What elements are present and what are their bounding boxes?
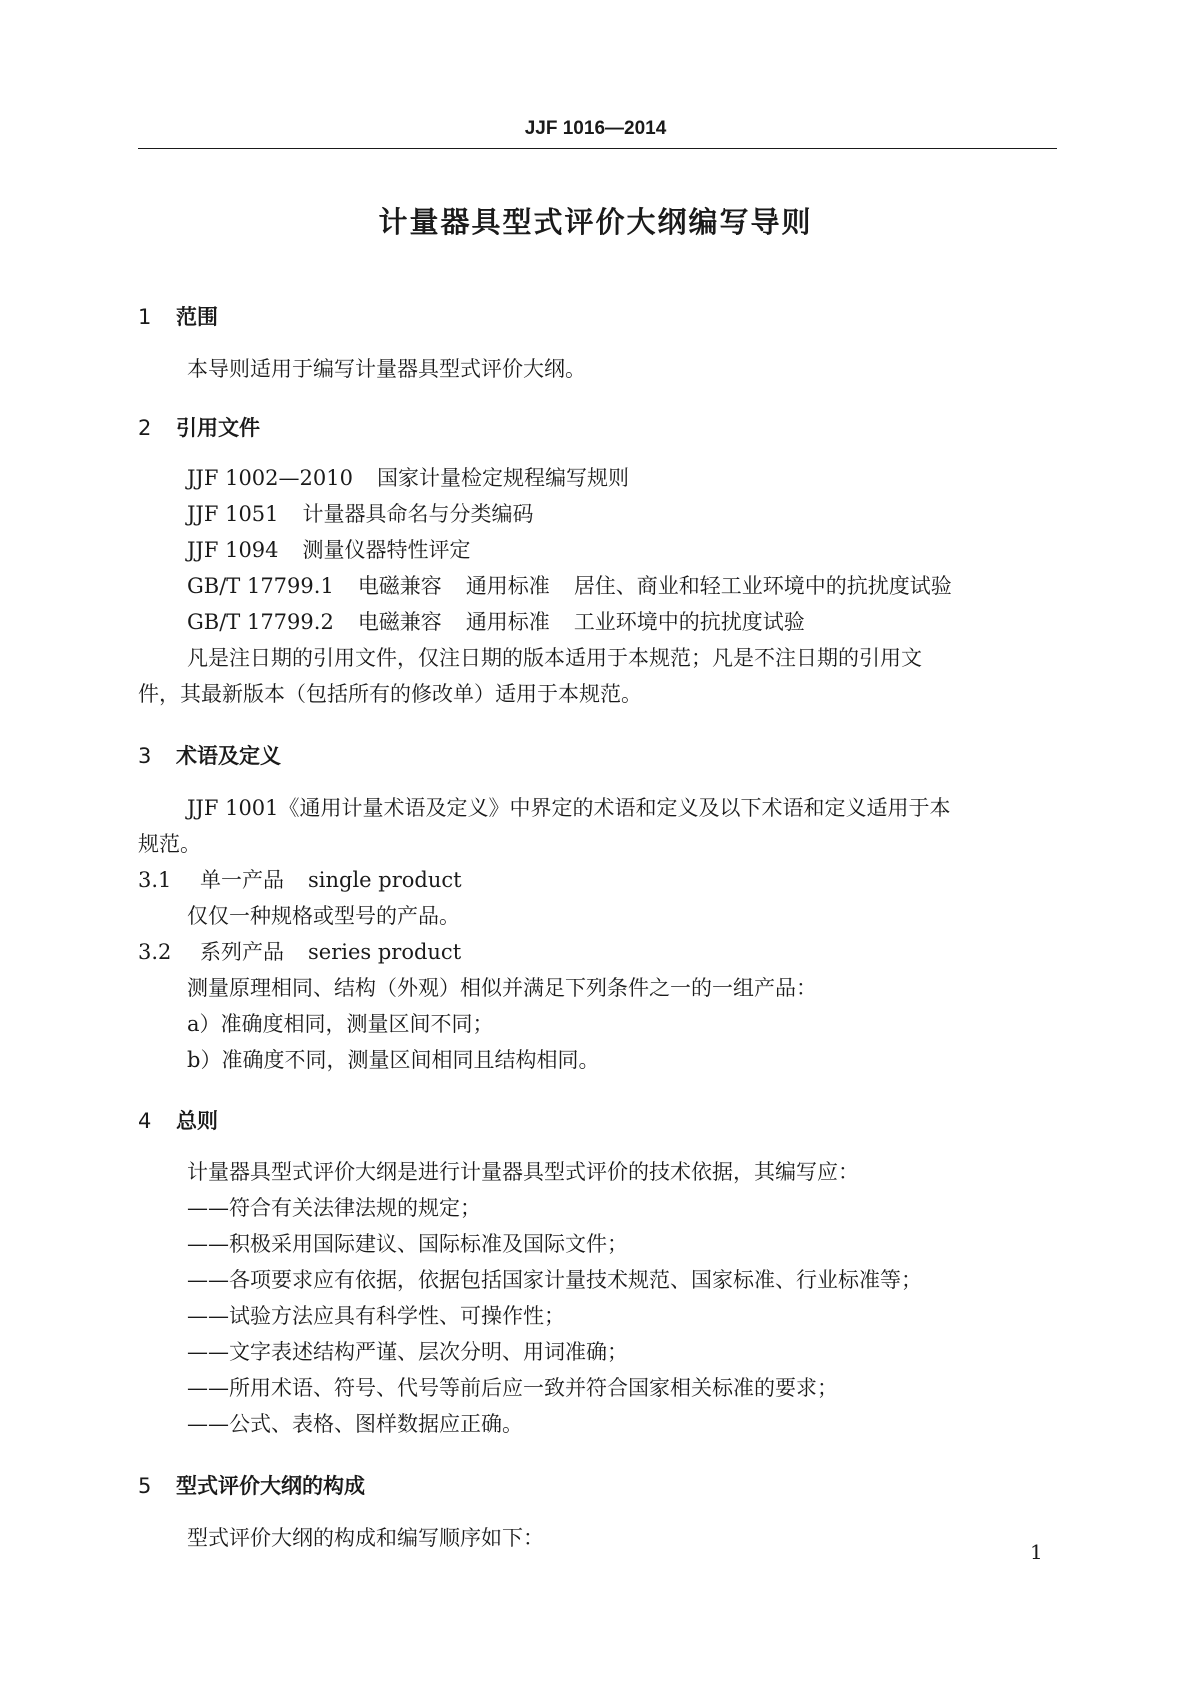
reference-title: 测量仪器特性评定 <box>302 538 471 562</box>
reference-item <box>187 461 629 495</box>
section-title: 总则 <box>176 1109 218 1133</box>
reference-title: 居住、商业和轻工业环境中的抗扰度试验 <box>573 574 952 598</box>
dash-list-item: ——试验方法应具有科学性、可操作性； <box>187 1304 565 1328</box>
dash-list-item: ——文字表述结构严谨、层次分明、用词准确； <box>187 1340 628 1364</box>
header-rule <box>138 148 1057 149</box>
section-title: 型式评价大纲的构成 <box>176 1474 365 1498</box>
term-chinese: 单一产品 <box>200 868 284 892</box>
reference-title: 通用标准 <box>465 574 550 598</box>
term-definition: 仅仅一种规格或型号的产品。 <box>187 904 460 928</box>
paragraph-continuation: 规范。 <box>138 832 201 856</box>
reference-code: GB/T 17799.2 <box>187 610 334 634</box>
page-number: 1 <box>1030 1540 1043 1564</box>
list-item-a: a）准确度相同，测量区间不同； <box>187 1012 494 1036</box>
section-number: 3 <box>138 744 152 768</box>
reference-item <box>187 533 471 567</box>
term-english: single product <box>308 868 462 892</box>
term-english: series product <box>308 940 462 964</box>
reference-title: 国家计量检定规程编写规则 <box>376 466 629 490</box>
reference-code: JJF 1002—2010 <box>187 466 353 490</box>
paragraph: 凡是注日期的引用文件，仅注日期的版本适用于本规范；凡是不注日期的引用文 <box>187 646 922 670</box>
reference-title: 电磁兼容 <box>357 574 442 598</box>
section-2-heading <box>138 412 260 442</box>
reference-code: GB/T 17799.1 <box>187 574 334 598</box>
reference-item <box>187 497 534 531</box>
dash-list-item: ——积极采用国际建议、国际标准及国际文件； <box>187 1232 628 1256</box>
term-definition: 测量原理相同、结构（外观）相似并满足下列条件之一的一组产品： <box>187 976 817 1000</box>
running-header: JJF 1016—2014 <box>524 118 667 139</box>
paragraph-continuation: 件，其最新版本（包括所有的修改单）适用于本规范。 <box>138 682 642 706</box>
dash-list-item: ——符合有关法律法规的规定； <box>187 1196 481 1220</box>
section-3-heading <box>138 740 281 770</box>
paragraph: 计量器具型式评价大纲是进行计量器具型式评价的技术依据，其编写应： <box>187 1160 859 1184</box>
reference-title: 电磁兼容 <box>357 610 442 634</box>
section-1-heading <box>138 301 218 331</box>
list-item-b: b）准确度不同，测量区间相同且结构相同。 <box>187 1048 600 1072</box>
reference-code: JJF 1051 <box>187 502 279 526</box>
section-number: 1 <box>138 305 152 329</box>
paragraph: JJF 1001《通用计量术语及定义》中界定的术语和定义及以下术语和定义适用于本 <box>187 796 951 820</box>
dash-list-item: ——所用术语、符号、代号等前后应一致并符合国家相关标准的要求； <box>187 1376 838 1400</box>
section-number: 2 <box>138 416 152 440</box>
term-number: 3.2 <box>138 940 172 964</box>
reference-item <box>187 569 952 603</box>
term-number: 3.1 <box>138 868 172 892</box>
paragraph: 本导则适用于编写计量器具型式评价大纲。 <box>187 357 586 381</box>
section-5-heading <box>138 1470 365 1500</box>
dash-list-item: ——各项要求应有依据，依据包括国家计量技术规范、国家标准、行业标准等； <box>187 1268 922 1292</box>
section-title: 范围 <box>176 305 218 329</box>
term-3-1 <box>138 863 462 897</box>
reference-item <box>187 605 805 639</box>
term-3-2 <box>138 935 461 969</box>
section-title: 术语及定义 <box>176 744 281 768</box>
section-4-heading <box>138 1105 218 1135</box>
section-number: 5 <box>138 1474 152 1498</box>
reference-title: 工业环境中的抗扰度试验 <box>573 610 805 634</box>
term-chinese: 系列产品 <box>200 940 284 964</box>
section-title: 引用文件 <box>176 416 260 440</box>
dash-list-item: ——公式、表格、图样数据应正确。 <box>187 1412 523 1436</box>
reference-code: JJF 1094 <box>187 538 279 562</box>
paragraph: 型式评价大纲的构成和编写顺序如下： <box>187 1526 544 1550</box>
reference-title: 通用标准 <box>465 610 550 634</box>
reference-title: 计量器具命名与分类编码 <box>302 502 534 526</box>
document-title: 计量器具型式评价大纲编写导则 <box>378 205 813 239</box>
section-number: 4 <box>138 1109 152 1133</box>
